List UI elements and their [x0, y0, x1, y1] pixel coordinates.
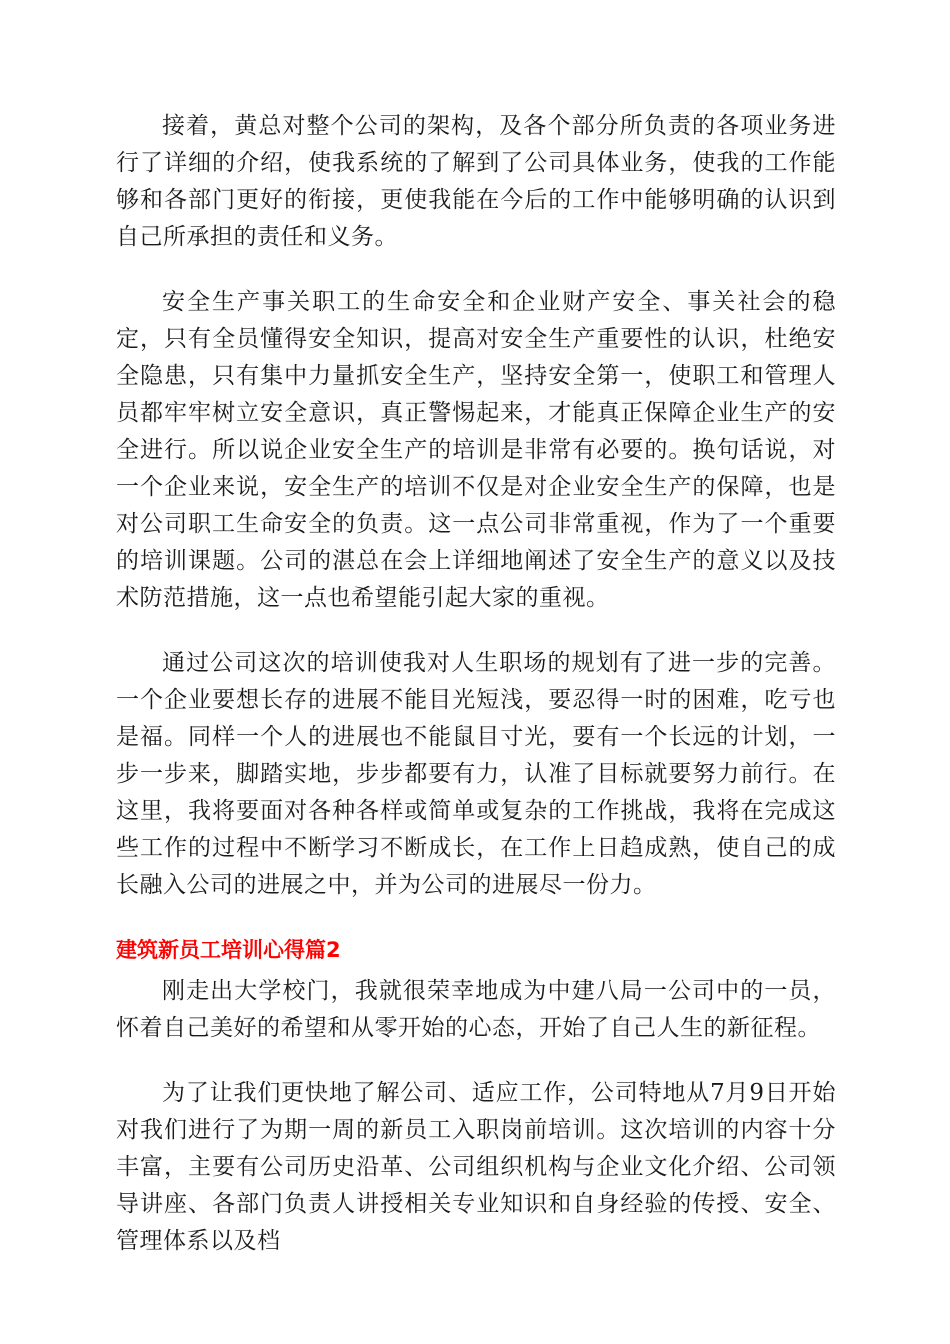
paragraph: 刚走出大学校门，我就很荣幸地成为中建八局一公司中的一员，怀着自己美好的希望和从零开始的心态，开始了自己人生的新征程。: [116, 978, 836, 1041]
paragraph: 接着，黄总对整个公司的架构，及各个部分所负责的各项业务进行了详细的介绍，使我系统的了解到了公司具体业务，使我的工作能够和各部门更好的衔接，更使我能在今后的工作中能够明确的认识到自己所承担的责任和义务。: [116, 113, 836, 250]
paragraph: 安全生产事关职工的生命安全和企业财产安全、事关社会的稳定，只有全员懂得安全知识，提高对安全生产重要性的认识，杜绝安全隐患，只有集中力量抓安全生产，坚持安全第一，使职工和管理人员都牢牢树立安全意识，真正警惕起来，才能真正保障企业生产的安全进行。所以说企业安全生产的培训是非常有必要的。换句话说，对一个企业来说，安全生产的培训不仅是对企业安全生产的保障，也是对公司职工生命安全的负责。这一点公司非常重视，作为了一个重要的培训课题。公司的湛总在会上详细地阐述了安全生产的意义以及技术防范措施，这一点也希望能引起大家的重视。: [116, 289, 836, 611]
section-heading: 建筑新员工培训心得篇2: [116, 938, 341, 962]
paragraph: 为了让我们更快地了解公司、适应工作，公司特地从7月9日开始对我们进行了为期一周的新员工入职岗前培训。这次培训的内容十分丰富，主要有公司历史沿革、公司组织机构与企业文化介绍、公司领导讲座、各部门负责人讲授相关专业知识和自身经验的传授、安全、管理体系以及档: [116, 1080, 836, 1254]
paragraph: 通过公司这次的培训使我对人生职场的规划有了进一步的完善。一个企业要想长存的进展不能目光短浅，要忍得一时的困难，吃亏也是福。同样一个人的进展也不能鼠目寸光，要有一个长远的计划，一步一步来，脚踏实地，步步都要有力，认准了目标就要努力前行。在这里，我将要面对各种各样或简单或复杂的工作挑战，我将在完成这些工作的过程中不断学习不断成长，在工作上日趋成熟，使自己的成长融入公司的进展之中，并为公司的进展尽一份力。: [116, 650, 836, 898]
document-page: [116, 108, 836, 1288]
